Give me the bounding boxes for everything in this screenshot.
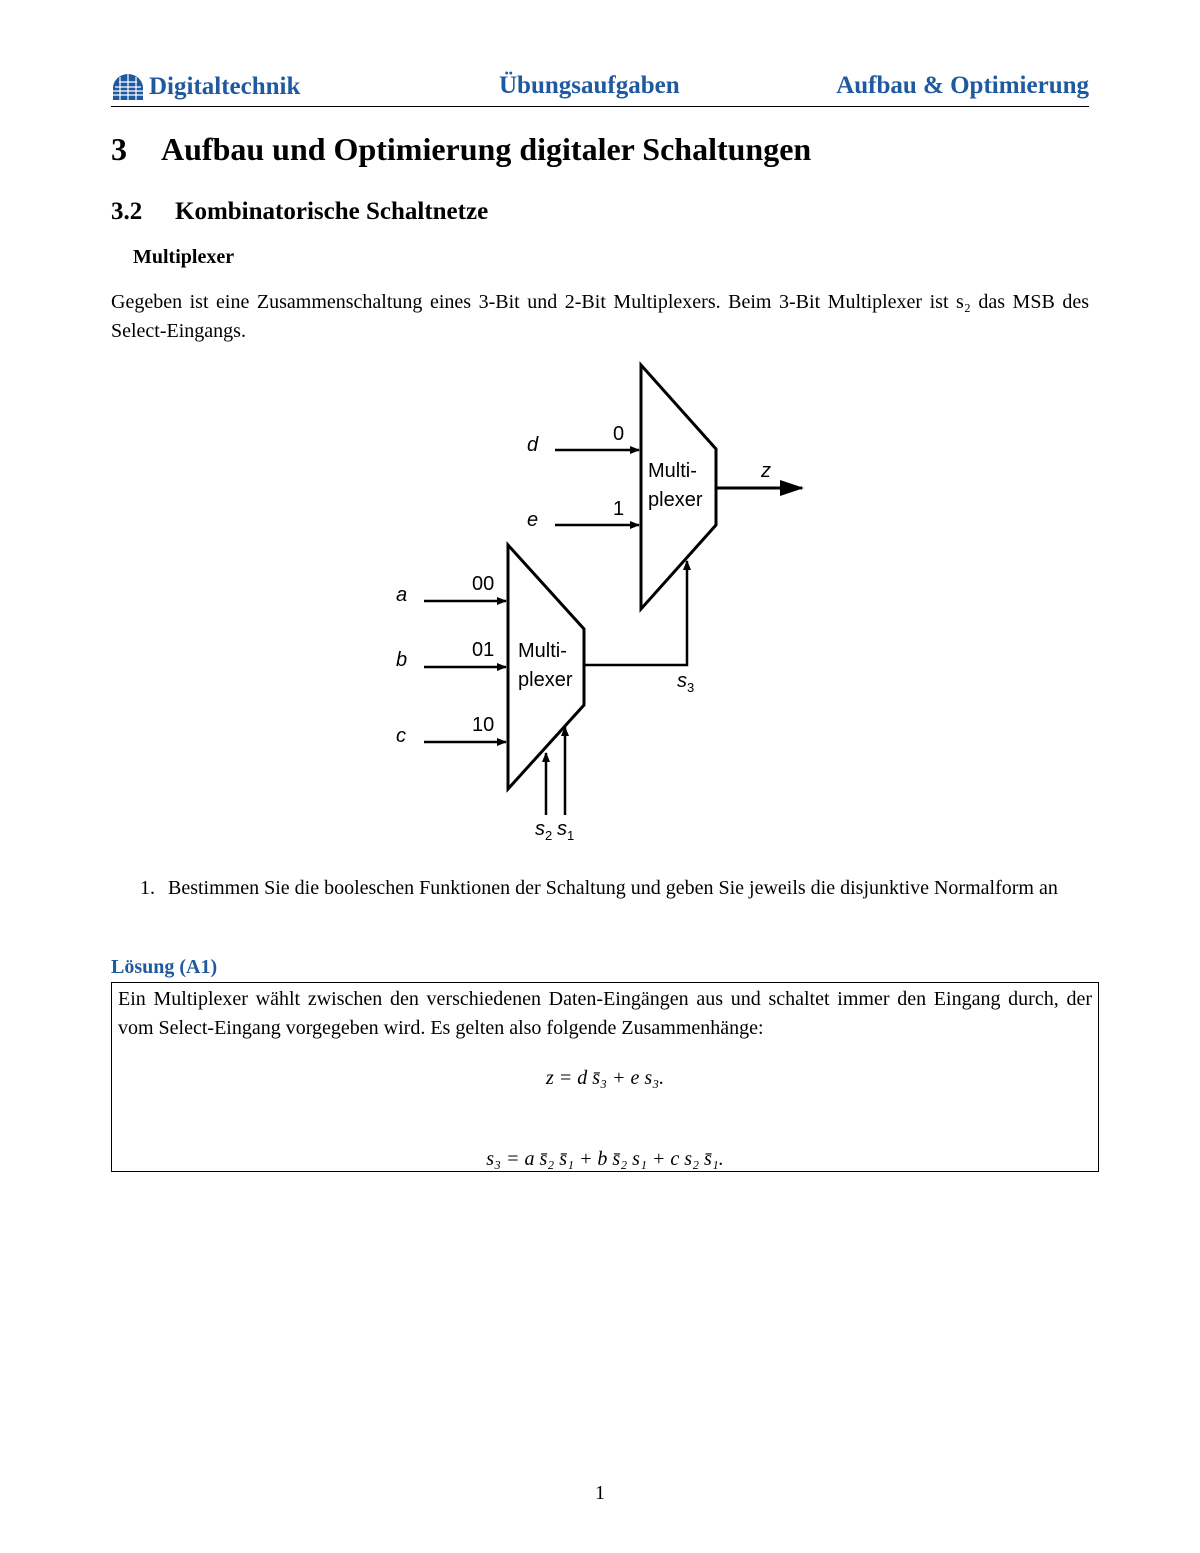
top-mux-label-line1: Multi- [648, 460, 697, 482]
select-s1-label: $s_1$ [557, 818, 575, 843]
input-b-label: b [396, 649, 408, 671]
task-item [140, 874, 1089, 903]
subsection-title: Multiplexer [133, 246, 235, 268]
chapter-number: 3 [111, 131, 127, 167]
equation-s3: s₃ = a s̄₂ s̄₁ + b s̄₂ s₁ + c s₂ s̄₁. [486, 1148, 724, 1170]
input-a-code: 00 [472, 573, 495, 595]
header-left [111, 72, 300, 102]
input-a-label: a [396, 584, 408, 606]
input-c-code: 10 [472, 714, 495, 736]
top-mux-label-line2: plexer [648, 489, 703, 511]
input-e-code: 1 [613, 498, 625, 520]
equation-z: z = d s̄₃ + e s₃. [545, 1067, 665, 1089]
select-s2-label: $s_2$ [535, 818, 553, 843]
page-number: 1 [595, 1482, 605, 1504]
input-d-code: 0 [613, 423, 625, 445]
bottom-mux-label-line1: Multi- [518, 640, 567, 662]
header-left-text: Digitaltechnik [149, 73, 301, 100]
multiplexer-circuit-diagram [380, 355, 820, 855]
chapter-heading [111, 131, 811, 168]
bottom-mux-label-line2: plexer [518, 669, 573, 691]
task-text: Bestimmen Sie die booleschen Funktionen der Schaltung und geben Sie jeweils die disjunktive Normalform an [168, 877, 1058, 899]
input-d-label: d [527, 434, 539, 456]
s3-label: $s_3$ [677, 670, 695, 695]
chapter-title: Aufbau und Optimierung digitaler Schaltungen [161, 131, 812, 167]
solution-title: Lösung (A1) [111, 956, 218, 978]
header-center-text: Übungsaufgaben [499, 72, 680, 99]
input-c-label: c [396, 725, 406, 747]
page-header [111, 70, 1089, 107]
solution-text: Ein Multiplexer wählt zwischen den verschiedenen Daten-Eingängen aus und schaltet immer den Eingang durch, der vom Select-Eingang vorgegeben wird. Es gelten also folgende Zusammenhänge: [118, 988, 1092, 1039]
solution-box [111, 982, 1099, 1172]
section-number: 3.2 [111, 198, 143, 225]
input-e-label: e [527, 509, 539, 531]
bottom-multiplexer-block [508, 545, 584, 789]
university-logo-icon [111, 72, 145, 102]
output-z-label: z [761, 460, 771, 482]
intro-paragraph: Gegeben ist eine Zusammenschaltung eines 3-Bit und 2-Bit Multiplexers. Beim 3-Bit Multiplexer ist s₂ das MSB des Select-Eingangs. [111, 291, 1089, 342]
task-number: 1. [140, 877, 155, 899]
section-title: Kombinatorische Schaltnetze [175, 198, 489, 225]
top-multiplexer-block [641, 365, 716, 609]
header-right-text: Aufbau & Optimierung [836, 72, 1089, 99]
section-heading [111, 198, 488, 226]
input-b-code: 01 [472, 639, 495, 661]
